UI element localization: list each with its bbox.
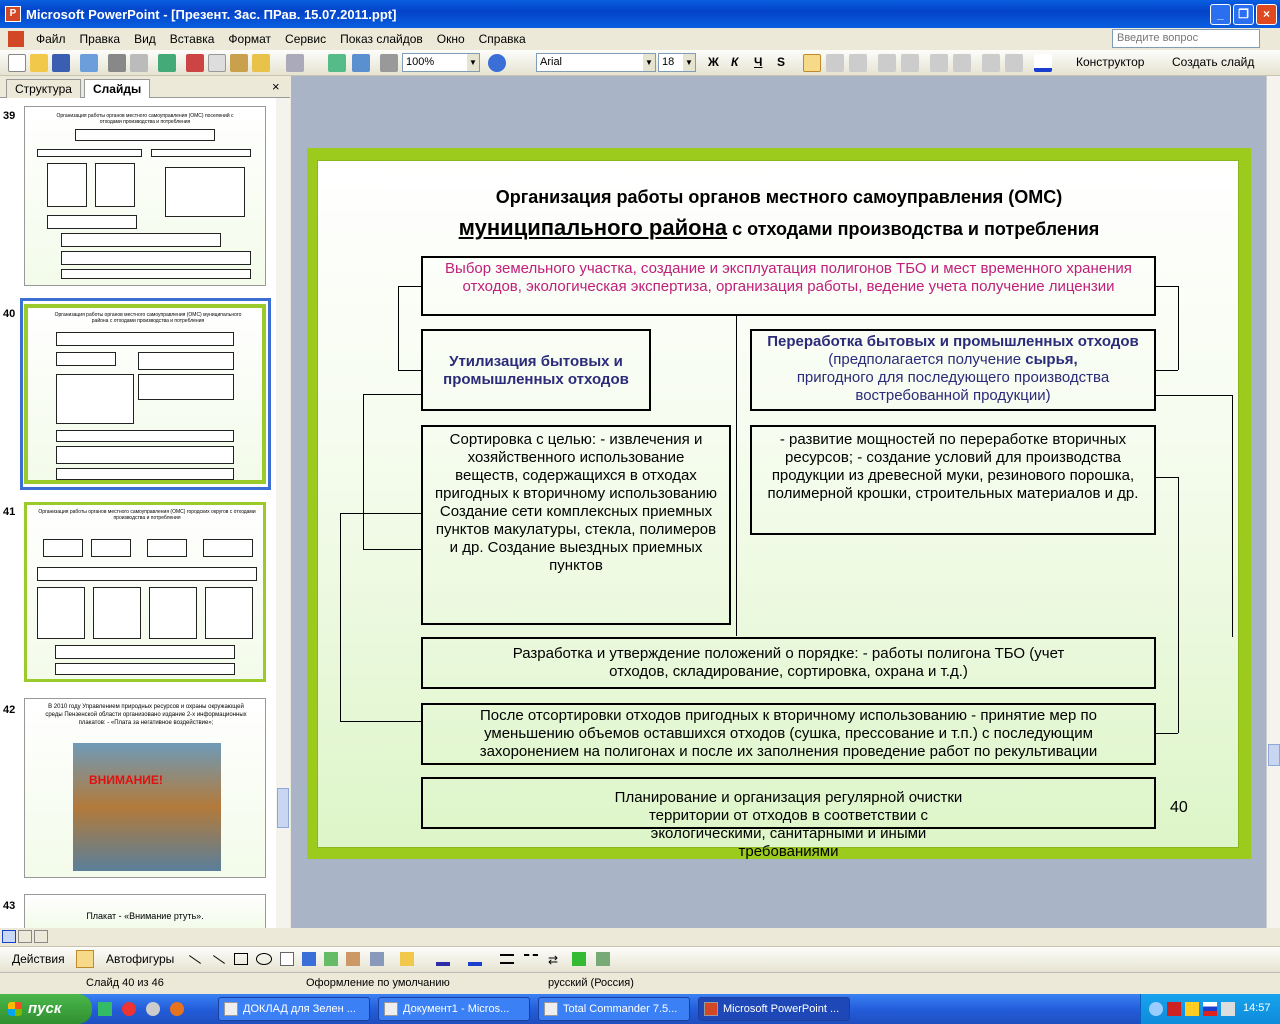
panel-close-icon[interactable]: × (272, 79, 280, 94)
connector (363, 394, 421, 395)
font-color-icon[interactable] (468, 952, 482, 966)
format-painter-icon[interactable] (252, 54, 270, 72)
rectangle-icon[interactable] (234, 953, 248, 965)
dash-style-icon[interactable] (524, 954, 538, 964)
line-color-icon[interactable] (436, 952, 450, 966)
diagram-icon[interactable] (324, 952, 338, 966)
start-button[interactable] (0, 994, 92, 1024)
system-tray (1140, 994, 1280, 1024)
menu-view[interactable]: Вид (134, 32, 156, 46)
designer-button[interactable]: Конструктор (1076, 55, 1145, 69)
thumb-number: 40 (3, 308, 16, 320)
select-arrow-icon[interactable] (76, 950, 94, 968)
spelling-icon[interactable] (158, 54, 176, 72)
arrow-style-icon[interactable]: ⇄ (548, 953, 559, 967)
poster-image (73, 743, 221, 871)
font-color-icon[interactable] (1034, 54, 1052, 72)
box-processing (750, 329, 1156, 411)
workspace-scrollbar[interactable] (1266, 76, 1280, 928)
doc-icon[interactable] (8, 31, 24, 47)
thumb-number: 43 (3, 900, 16, 912)
shadow-icon[interactable] (572, 952, 586, 966)
status-bar (0, 972, 1280, 994)
box-sorting: Сортировка с целью: - извлечения и хозяйственного использование веществ, содержащихся в отходах пригодных к вторичному использованию Создание сети комплексных приемных пунктов макулатуры, стекла, полимеров и др. Создание выездных приемных пунктов (421, 425, 731, 625)
slide-content (317, 160, 1239, 860)
menu-file[interactable]: Файл (36, 32, 66, 46)
undo-icon[interactable] (286, 54, 304, 72)
preview-icon[interactable] (130, 54, 148, 72)
menu-insert[interactable]: Вставка (169, 32, 215, 46)
desktop-icon[interactable] (98, 1002, 112, 1016)
slide-thumbnail-43[interactable] (24, 894, 266, 928)
status-language: русский (Россия) (548, 977, 634, 989)
slide-thumbnail-42[interactable] (24, 698, 266, 878)
network-icon[interactable] (1185, 1002, 1199, 1016)
connector (398, 286, 421, 287)
connector (1156, 477, 1178, 478)
connector (1156, 733, 1178, 734)
drawing-toolbar (0, 946, 1280, 972)
connector (1156, 286, 1178, 287)
task-powerpoint[interactable]: Microsoft PowerPoint ... (698, 997, 850, 1021)
poster-heading: ВНИМАНИЕ! (89, 773, 163, 787)
italic-button[interactable]: К (731, 55, 739, 69)
maximize-button[interactable]: ❐ (1233, 4, 1254, 25)
thumb-number: 42 (3, 704, 16, 716)
firefox-icon[interactable] (170, 1002, 184, 1016)
scroll-thumb[interactable] (1268, 744, 1280, 766)
box-after-sorting: После отсортировки отходов пригодных к вторичному использованию - принятие мер по уменьшению объемов оставшихся отходов (сушка, прессование и т.п.) с последующим захоронением на полигонах и после их заполнения проведение работ по рекультивации (421, 703, 1156, 765)
panel-scrollbar[interactable] (276, 98, 290, 928)
tab-slides[interactable]: Слайды (84, 79, 150, 98)
slideshow-view-icon[interactable] (34, 930, 48, 943)
connector (1178, 477, 1179, 733)
new-icon[interactable] (8, 54, 26, 72)
fill-color-icon[interactable] (400, 952, 414, 966)
menu-help[interactable]: Справка (478, 32, 526, 46)
opera-icon[interactable] (122, 1002, 136, 1016)
powerpoint-icon: P (5, 6, 21, 22)
align-left-icon[interactable] (803, 54, 821, 72)
clipart-icon[interactable] (346, 952, 360, 966)
menu-slideshow[interactable]: Показ слайдов (340, 32, 423, 46)
menu-window[interactable]: Окно (436, 32, 465, 46)
print-icon[interactable] (108, 54, 126, 72)
task-document1[interactable]: Документ1 - Micros... (378, 997, 530, 1021)
actions-menu[interactable]: Действия (12, 952, 65, 966)
tab-structure[interactable]: Структура (6, 79, 81, 98)
slide-thumbnail-40[interactable] (24, 304, 266, 484)
toolbar (0, 50, 1280, 76)
open-icon[interactable] (30, 54, 48, 72)
decrease-font-icon[interactable] (953, 54, 971, 72)
bullets-icon[interactable] (901, 54, 919, 72)
clock: 14:57 (1243, 1002, 1271, 1014)
powerpoint-icon (704, 1002, 718, 1016)
connector (340, 513, 341, 721)
connector (398, 370, 421, 371)
slide-thumbnail-41[interactable] (24, 502, 266, 682)
new-slide-button[interactable]: Создать слайд (1172, 55, 1255, 69)
numbering-icon[interactable] (878, 54, 896, 72)
status-design: Оформление по умолчанию (306, 977, 450, 989)
slide-page-number: 40 (1170, 799, 1188, 816)
task-doklad[interactable]: ДОКЛАД для Зелен ... (218, 997, 370, 1021)
connector (1156, 395, 1232, 396)
box-development: - развитие мощностей по переработке вторичных ресурсов; - создание условий для производства продукции из древесной муки, резинового порошка, полимерной крошки, строительных материалов и др. (750, 425, 1156, 535)
slide (307, 148, 1251, 859)
line-style-icon[interactable] (500, 954, 514, 964)
tray-expand-icon[interactable] (1149, 1002, 1163, 1016)
connector (363, 394, 364, 549)
thumb-title: Организация работы органов местного самоуправления (ОМС) поселений с отходами производства и потребления (56, 113, 234, 125)
box-utilization: Утилизация бытовых и промышленных отходов (421, 329, 651, 411)
box-processing-text-c: пригодного для последующего производства востребованной продукции) (796, 369, 1110, 404)
thumb-title: Плакат - «Внимание ртуть». (86, 911, 204, 921)
normal-view-icon[interactable] (2, 930, 16, 943)
connector (1232, 395, 1233, 637)
3d-icon[interactable] (596, 952, 610, 966)
window-title: Microsoft PowerPoint - [Презент. Зас. ПРав. 15.07.2011.ppt] (26, 6, 397, 22)
thumb-title: Организация работы органов местного самоуправления (ОМС) муниципального района с отходами производства и потребления (54, 312, 242, 324)
menu-bar (0, 28, 1280, 50)
slide-thumbnail-39[interactable] (24, 106, 266, 286)
arrow-icon[interactable] (213, 955, 225, 964)
media-icon[interactable] (146, 1002, 160, 1016)
box-processing-title: Переработка бытовых и промышленных отходов (767, 333, 1139, 350)
thumb-number: 41 (3, 506, 16, 518)
sorter-view-icon[interactable] (18, 930, 32, 943)
chart-icon[interactable] (328, 54, 346, 72)
connector (1178, 286, 1179, 370)
bold-button[interactable]: Ж (708, 55, 719, 69)
taskbar (0, 994, 1280, 1024)
connector (1156, 370, 1178, 371)
save-icon[interactable] (52, 54, 70, 72)
volume-icon[interactable] (1221, 1002, 1235, 1016)
menu-edit[interactable]: Правка (79, 32, 121, 46)
font-size-select[interactable]: 18 ▼ (658, 53, 696, 72)
decrease-indent-icon[interactable] (982, 54, 1000, 72)
grid-icon[interactable] (380, 54, 398, 72)
windows-logo-icon (8, 1002, 22, 1016)
box-processing-text-a: (предполагается получение (828, 351, 1026, 368)
connector (736, 316, 737, 636)
thumb-number: 39 (3, 110, 16, 122)
cut-icon[interactable] (186, 54, 204, 72)
task-total-commander[interactable]: Total Commander 7.5... (538, 997, 690, 1021)
underline-button[interactable]: Ч (754, 55, 763, 69)
table-icon[interactable] (352, 54, 370, 72)
line-icon[interactable] (189, 955, 201, 964)
panel-tabs (0, 76, 290, 98)
align-right-icon[interactable] (849, 54, 867, 72)
scroll-thumb[interactable] (277, 788, 289, 828)
start-label: пуск (28, 1000, 62, 1017)
slide-title-line2 (318, 215, 1240, 241)
box-planning: Планирование и организация регулярной очистки территории от отходов в соответствии с экологическими, санитарными и иными требованиями (421, 777, 1156, 829)
email-icon[interactable] (80, 54, 98, 72)
box-regulations: Разработка и утверждение положений о порядке: - работы полигона ТБО (учет отходов, складирование, сортировка, охрана и т.д.) (421, 637, 1156, 689)
thumb-title: В 2010 году Управлением природных ресурсов и охраны окружающей среды Пензенской области организовано издание 2-х информационных плакатов: - «Плата за негативное воздействие»; (45, 704, 247, 726)
connector (340, 721, 421, 722)
oval-icon[interactable] (256, 953, 272, 965)
window-titlebar (0, 0, 1280, 28)
wordart-icon[interactable] (302, 952, 316, 966)
slide-title-rest: с отходами производства и потребления (727, 219, 1100, 239)
box-processing-text-b: сырья, (1025, 351, 1078, 368)
minimize-button[interactable]: _ (1210, 4, 1231, 25)
shadow-button[interactable]: S (777, 55, 786, 69)
align-center-icon[interactable] (826, 54, 844, 72)
close-button[interactable]: × (1256, 4, 1277, 25)
zoom-select[interactable]: 100% ▼ (402, 53, 480, 72)
textbox-icon[interactable] (280, 952, 294, 966)
box-land-selection: Выбор земельного участка, создание и эксплуатация полигонов ТБО и мест временного хранения отходов, экологическая экспертиза, организация работы, ведение учета получение лицензии (421, 256, 1156, 316)
disk-icon (544, 1002, 558, 1016)
ask-question-input[interactable]: Введите вопрос (1112, 29, 1260, 48)
slide-title-bold: муниципального района (458, 215, 728, 240)
help-icon[interactable] (488, 54, 506, 72)
slides-panel (0, 76, 290, 928)
slide-title-line1: Организация работы органов местного самоуправления (ОМС) (495, 187, 1063, 207)
language-flag-icon[interactable] (1203, 1002, 1217, 1016)
increase-indent-icon[interactable] (1005, 54, 1023, 72)
copy-icon[interactable] (208, 54, 226, 72)
menu-tools[interactable]: Сервис (285, 32, 327, 46)
paste-icon[interactable] (230, 54, 248, 72)
thumb-title: Организация работы органов местного самоуправления (ОМС) городских округов с отходами производства и потребления (38, 509, 256, 521)
font-select[interactable]: Arial ▼ (536, 53, 656, 72)
menu-format[interactable]: Формат (228, 32, 272, 46)
picture-icon[interactable] (370, 952, 384, 966)
word-icon (224, 1002, 238, 1016)
increase-font-icon[interactable] (930, 54, 948, 72)
word-icon (384, 1002, 398, 1016)
kaspersky-icon[interactable] (1167, 1002, 1181, 1016)
view-buttons (0, 928, 290, 946)
connector (340, 513, 421, 514)
status-slide: Слайд 40 из 46 (86, 977, 164, 989)
connector (363, 549, 421, 550)
autoshapes-menu[interactable]: Автофигуры (106, 952, 175, 966)
connector (398, 286, 399, 370)
